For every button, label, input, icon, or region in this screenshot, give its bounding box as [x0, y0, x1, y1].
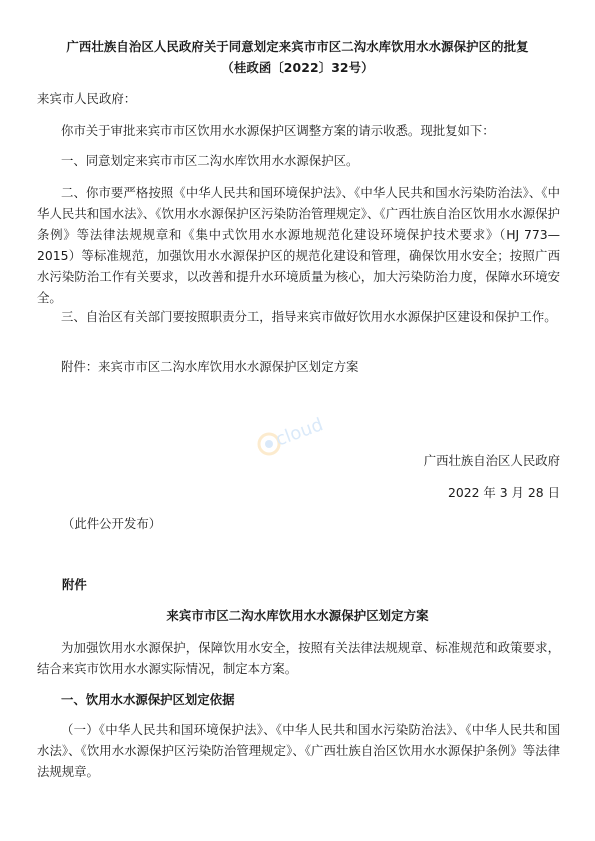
publish-note: （此件公开发布） [62, 516, 162, 531]
signatory: 广西壮族自治区人民政府 [423, 453, 560, 468]
intro-paragraph: 你市关于审批来宾市市区饮用水水源保护区调整方案的请示收悉。现批复如下： [61, 123, 495, 138]
attachment-note: 附件：来宾市市区二沟水库饮用水水源保护区划定方案 [61, 359, 359, 374]
annex-label: 附件 [62, 577, 87, 592]
item-3-paragraph: 三、自治区有关部门要按照职责分工，指导来宾市做好饮用水水源保护区建设和保护工作。 [61, 309, 557, 324]
issue-date: 2022 年 3 月 28 日 [447, 485, 560, 500]
annex-title: 来宾市市区二沟水库饮用水水源保护区划定方案 [166, 608, 429, 623]
salutation: 来宾市人民政府： [37, 91, 137, 106]
section-1-item-1: （一）《中华人民共和国环境保护法》、《中华人民共和国水污染防治法》、《中华人民共和国水法》、《饮用水水源保护区污染防治管理规定》、《广西壮族自治区饮用水水源保护条例》等法律法规规章。 [37, 722, 560, 779]
item-1-paragraph: 一、同意划定来宾市市区二沟水库饮用水水源保护区。 [61, 153, 359, 168]
watermark-text: cloud [272, 414, 326, 451]
annex-intro-paragraph: 为加强饮用水水源保护，保障饮用水安全，按照有关法律法规规章、标准规范和政策要求，结合来宾市饮用水水源实际情况，制定本方案。 [37, 640, 560, 676]
document-title: 广西壮族自治区人民政府关于同意划定来宾市市区二沟水库饮用水水源保护区的批复 [66, 39, 529, 54]
item-2-paragraph: 二、你市要严格按照《中华人民共和国环境保护法》、《中华人民共和国水污染防治法》、《中华人民共和国水法》、《饮用水水源保护区污染防治管理规定》、《广西壮族自治区饮用水水源保护条例》等法律法规规章和《集中式饮用水水源地规范化建设环境保护技术要求》（HJ 773—2015）等标准规范，加强饮用水水源保护区的规范化建设和管理，确保饮用水安全；按照广西水污染防治工作有关要求，以改善和提升水环境质量为核心，加大污染防治力度，保障水环境安全。 [37, 185, 560, 305]
section-1-heading: 一、饮用水水源保护区划定依据 [61, 692, 235, 707]
document-number: （桂政函〔2022〕32号） [221, 60, 374, 75]
